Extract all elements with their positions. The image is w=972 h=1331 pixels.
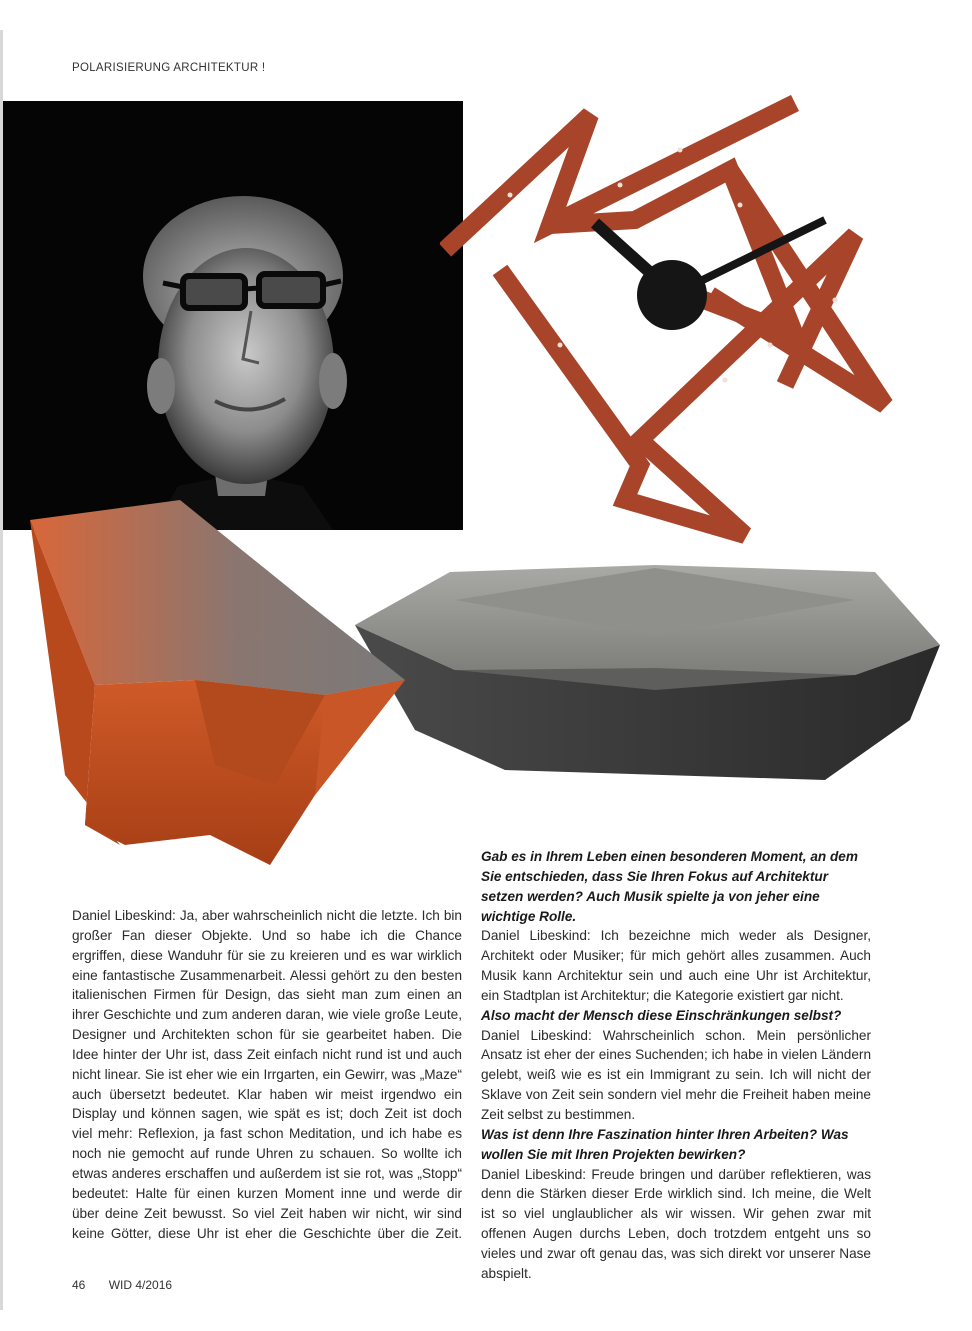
- question-3: Was ist denn Ihre Faszination hinter Ihren Arbeiten? Was wollen Sie mit Ihren Projekten bewirken?: [481, 1126, 849, 1162]
- chair-image: [25, 495, 415, 870]
- answer-3: Daniel Libeskind: Freude bringen und darüber reflektieren, was denn die Stärken dieser Erde wirklich sind. Ich meine, die Welt ist so viel unglaublicher als wir wissen. Wir gehen zwar mit offenen Augen durchs Leben, doch trotzdem entgeht uns so vieles und zwar oft genau das, was sich direkt vor unserer Nase abspielt.: [481, 1166, 871, 1281]
- sofa-image: [355, 560, 945, 785]
- question-2: Also macht der Mensch diese Einschränkungen selbst?: [481, 1007, 842, 1023]
- answer-paragraph: Daniel Libeskind: Ja, aber wahrscheinlich nicht die letzte. Ich bin großer Fan dieser Objekte. Und so habe ich die Chance ergriffen, diese Wanduhr für sie zu kreieren und es war wirklich eine fantastische Zusammenarbeit. Alessi gehört zu den besten italienischen Firmen für Design, das sieht man zum einen an ihrer Geschichte und zum anderen daran, wie viele große Leute, Designer und Architekten schon für sie gearbeitet haben. Die Idee hinter der Uhr ist, dass Zeit einfach nicht rund ist und auch nicht linear. Sie ist eher wie ein Irrgarten, ein Gewirr, was „Maze“ auch übersetzt bedeutet. Klar haben wir meist irgendwo ein Display und können sagen, wie spät es ist; doch Zeit ist doch viel mehr: Reflexion, ja fast schon Meditation, und ich habe es noch nie gemocht auf runde Uhren zu schauen. So wollte ich etwas anderes erschaffen und außerdem ist sie rot, was „Stopp“ bedeutet: Halte für einen kurzen Moment inne und werde dir über deine Zeit bewusst. So viel Zeit haben wir nicht, wir sind keine Götter, diese Uhr ist eher die Geschichte über die Zeit.: [72, 908, 462, 1241]
- body-text-right: [481, 847, 871, 1284]
- portrait-photo: [3, 101, 463, 530]
- magazine-issue: WID 4/2016: [108, 1278, 173, 1292]
- page-footer: [72, 1278, 172, 1292]
- body-text-left: [72, 906, 462, 1243]
- page-number: 46: [72, 1278, 86, 1292]
- question-1: Gab es in Ihrem Leben einen besonderen Moment, an dem Sie entschieden, dass Sie Ihren Fokus auf Architektur setzen werden? Auch Musik spielte ja von jeher eine wichtige Rolle.: [481, 849, 858, 924]
- answer-2: Daniel Libeskind: Wahrscheinlich schon. Mein persönlicher Ansatz ist eher der eines Suchenden; ich habe in vielen Ländern gelebt, weiß wie es ist ein Immigrant zu sein. Ich will nicht der Sklave von Zeit sein sondern viel mehr die Freiheit haben meine Zeit selbst zu bestimmen.: [481, 1027, 871, 1122]
- answer-1: Daniel Libeskind: Ich bezeichne mich weder als Designer, Architekt oder Musiker; für mich gehört alles zusammen. Auch Musik kann Architektur sein und auch eine Uhr ist Architektur, ein Stadtplan ist Architektur; die Kategorie existiert gar nicht.: [481, 928, 871, 1003]
- section-header: POLARISIERUNG ARCHITEKTUR !: [72, 62, 266, 74]
- clock-image: [440, 95, 900, 545]
